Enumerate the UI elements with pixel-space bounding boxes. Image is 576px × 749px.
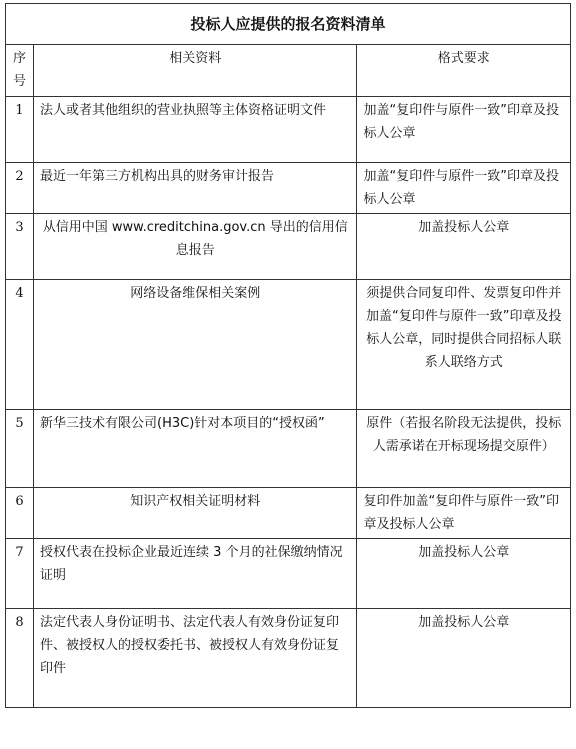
row-number: 3 [6,214,34,280]
table-row [6,163,571,214]
row-format: 加盖投标人公章 [357,539,571,609]
header-material: 相关资料 [34,45,357,97]
row-number: 5 [6,410,34,488]
header-no: 序号 [6,45,34,97]
table-row [6,539,571,609]
row-number: 1 [6,97,34,163]
row-material: 知识产权相关证明材料 [34,488,357,539]
header-row [6,45,571,97]
title-row [6,4,571,45]
row-number: 4 [6,280,34,410]
row-number: 8 [6,609,34,708]
row-material: 法定代表人身份证明书、法定代表人有效身份证复印件、被授权人的授权委托书、被授权人有效身份证复印件 [34,609,357,708]
row-number: 7 [6,539,34,609]
row-number: 6 [6,488,34,539]
row-format: 复印件加盖“复印件与原件一致”印章及投标人公章 [357,488,571,539]
table-row [6,280,571,410]
row-format: 加盖“复印件与原件一致”印章及投标人公章 [357,163,571,214]
row-material: 网络设备维保相关案例 [34,280,357,410]
row-material: 新华三技术有限公司(H3C)针对本项目的“授权函” [34,410,357,488]
row-material: 从信用中国 www.creditchina.gov.cn 导出的信用信息报告 [34,214,357,280]
row-format: 原件（若报名阶段无法提供，投标人需承诺在开标现场提交原件） [357,410,571,488]
table-row [6,488,571,539]
row-material: 法人或者其他组织的营业执照等主体资格证明文件 [34,97,357,163]
row-number: 2 [6,163,34,214]
row-material: 最近一年第三方机构出具的财务审计报告 [34,163,357,214]
row-material: 授权代表在投标企业最近连续 3 个月的社保缴纳情况证明 [34,539,357,609]
row-format: 须提供合同复印件、发票复印件并加盖“复印件与原件一致”印章及投标人公章，同时提供合同招标人联系人联络方式 [357,280,571,410]
header-format: 格式要求 [357,45,571,97]
table-row [6,410,571,488]
registration-materials-table [5,3,571,708]
table-title: 投标人应提供的报名资料清单 [6,4,571,45]
row-format: 加盖“复印件与原件一致”印章及投标人公章 [357,97,571,163]
table-row [6,609,571,708]
row-format: 加盖投标人公章 [357,609,571,708]
row-format: 加盖投标人公章 [357,214,571,280]
table-row [6,214,571,280]
table-row [6,97,571,163]
